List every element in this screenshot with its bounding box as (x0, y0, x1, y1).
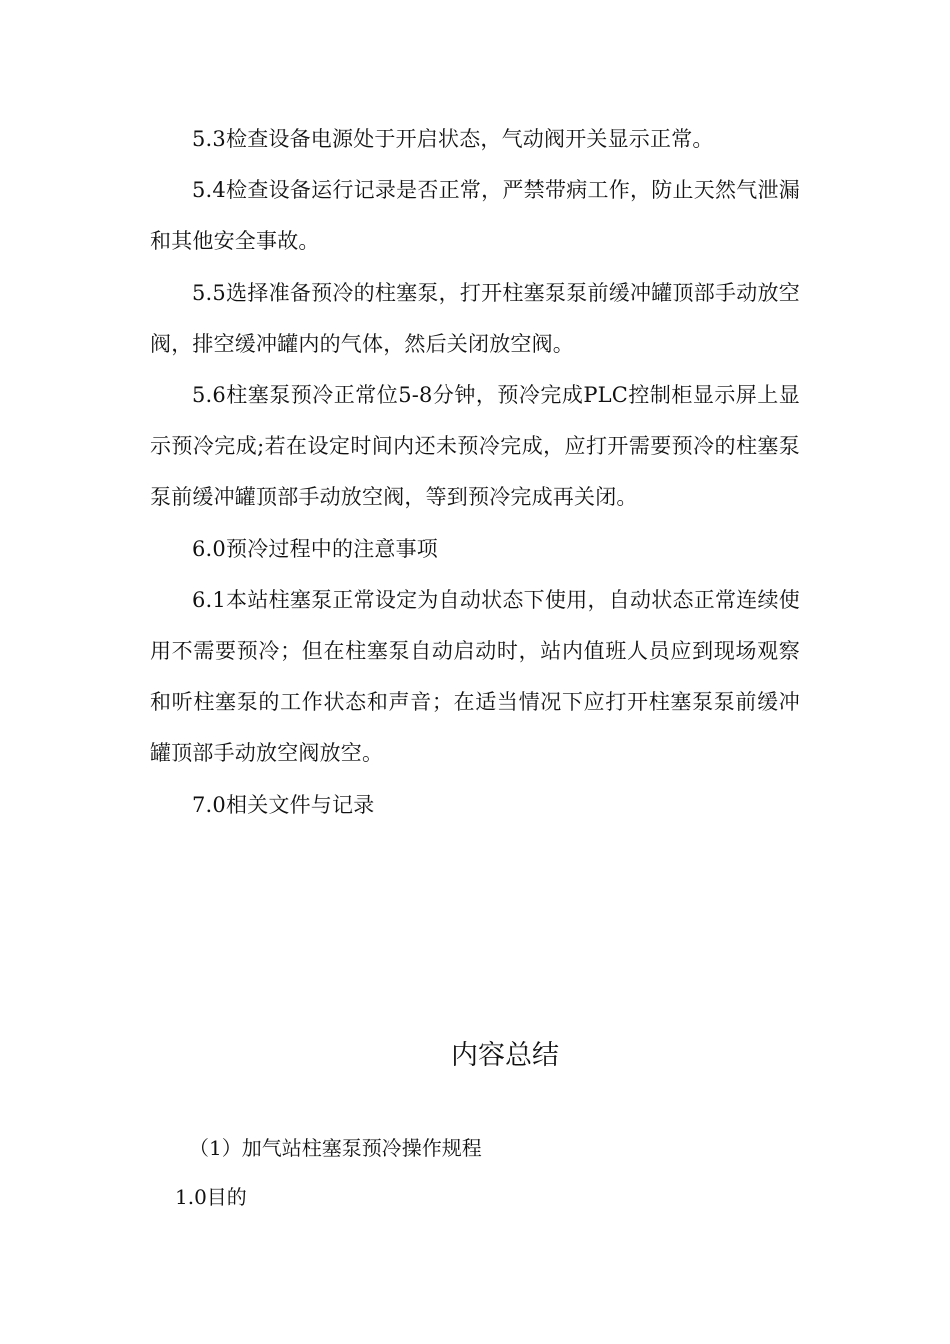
paragraph-5-4: 5.4检查设备运行记录是否正常，严禁带病工作，防止天然气泄漏和其他安全事故。 (150, 178, 800, 254)
heading-7-0: 7.0相关文件与记录 (192, 792, 375, 817)
summary-subheading: 1.0目的 (175, 1185, 247, 1209)
summary-item: （1）加气站柱塞泵预冷操作规程 (189, 1136, 482, 1160)
heading-6-0: 6.0预冷过程中的注意事项 (192, 536, 438, 561)
paragraph-5-6: 5.6柱塞泵预冷正常位5-8分钟，预冷完成PLC控制柜显示屏上显示预冷完成;若在设定时间内还未预冷完成，应打开需要预冷的柱塞泵泵前缓冲罐顶部手动放空阀，等到预冷完成再关闭。 (150, 383, 800, 510)
paragraph-5-5: 5.5选择准备预冷的柱塞泵，打开柱塞泵泵前缓冲罐顶部手动放空阀，排空缓冲罐内的气体，然后关闭放空阀。 (150, 280, 800, 356)
paragraph-6-1: 6.1本站柱塞泵正常设定为自动状态下使用，自动状态正常连续使用不需要预冷；但在柱塞泵自动启动时，站内值班人员应到现场观察和听柱塞泵的工作状态和声音；在适当情况下应打开柱塞泵泵前缓冲罐顶部手动放空阀放空。 (150, 587, 800, 766)
summary-title: 内容总结 (451, 1040, 559, 1071)
paragraph-5-3: 5.3检查设备电源处于开启状态，气动阀开关显示正常。 (192, 127, 714, 151)
body-text (150, 114, 800, 831)
